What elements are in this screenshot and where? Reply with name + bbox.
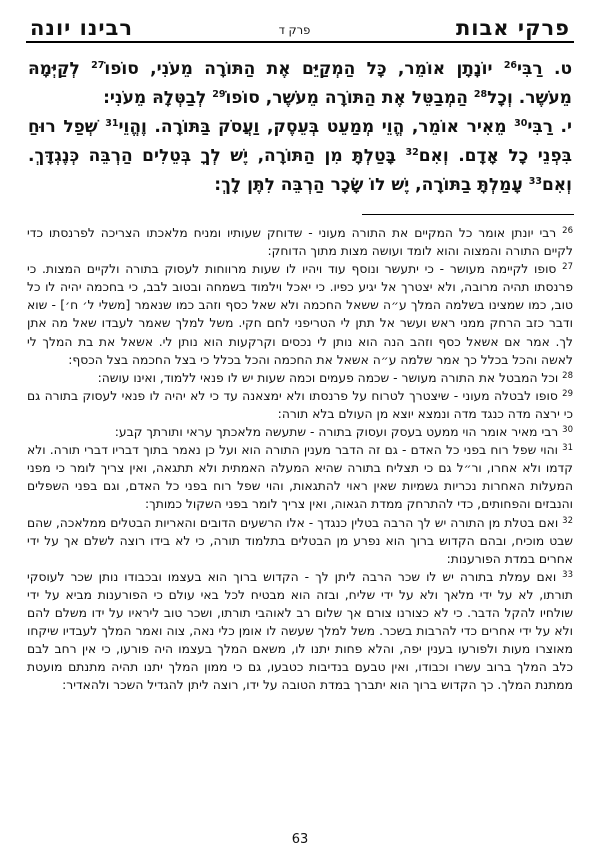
mishnah-paragraph: י. רַבִּי$^{30}$ מֵאִיר אוֹמֵר, הֱוֵי מְמַעֵט בְּעֵסֶק, וַעֲסֹק בַּתּוֹרָה. וֶהֱוֵי$^{31}$ שְׁפַל רוּחַ בִּפְנֵי כָל אָדָם. וְאִם$^{32}$ בָּטַלְתָּ מִן הַתּוֹרָה, יֶשׁ לְךָ בְּטֵלִים הַרְבֵּה כְּנֶגְדָּךְ. וְאִם$^{33}$ עָמַלְתָּ בַתּוֹרָה, יֶשׁ לוֹ שָׂכָר הַרְבֵּה לִתֶּן לָךְ:	[28, 117, 573, 195]
commentary-note: $^{31}$ והוי שפל רוח בפני כל האדם - גם זה הדבר מענין התורה הוא ועל כן נאמר בתוך דבריו דברי תורה. ולא קדמו ולא אחרו, ור״ל גם כי תצליח בתורה שהיא המעלה האמתית ולא תתגאה, ואין צריך לומר כי מפני המעלות האחרות נכריות גשמיות שאין ראוי להתגאות, והוי שפל רוח בפני כל האדם, וגם בפני השפלים והנבזים והפחותים, כדי להתרחק ממדת הגאוה, ואין צריך לומר בפני השקול כמותך:	[27, 443, 573, 512]
footnote-ref: 31	[105, 118, 119, 129]
commentary-note: $^{29}$ סופו לבטלה מעוני - שיצטרך לטרוח על פרנסתו ולא ימצאנה עד כי לא יהיה לו פנאי לעסוק בתורה גם כי ירצה מדה כנגד מדה ונמצא יוצא מן העולם בלא תורה:	[27, 388, 573, 421]
mishnah-paragraph: ט. רַבִּי$^{26}$ יוֹנָתָן אוֹמֵר, כָּל הַמְקַיֵּם אֶת הַתּוֹרָה מֵעֹנִי, סוֹפוֹ$^{27}$ לְקַיְּמָהּ מֵעֹשֶׁר. וְכָל$^{28}$ הַמְבַטֵּל אֶת הַתּוֹרָה מֵעֹשֶׁר, סוֹפוֹ$^{29}$ לְבַטְּלָהּ מֵעֹנִי:	[28, 59, 573, 108]
footnote-number: 32	[562, 515, 573, 526]
commentary-note: $^{33}$ ואם עמלת בתורה יש לו שכר הרבה ליתן לך - הקדוש ברוך הוא בעצמו ובכבודו נותן שכר לעוסקי תורתו, לא על ידי מלאך ולא על ידי שליח, ובזה הוא מבטיח לכל באי עולם כי הפורענות מביא על ידי שולחיו להקל הדבר. כי לא כצורנו צורם אך שלום רב לאוהבי תורתו, ושכר טוב ליראיו על ידו משלם להם ולא על ידי אחרים כדי להרבות בשכר. משל למלך שעשה לו אומן כלי נאה, צוה ואמר המלך לעבדיו שיקחו מאוצרו מעות ולפורעו בענין יפה, והלא פחות יתנו לו, משאם המלך בעצמו היה פורעו, כי אין רחב לבם כלב המלך ברוב עשרו וכבודו, ואין טבעם בנדיבות כטבעו, גם כי ממון המלך יתנו תהיה מתנתם מועטת ממתנת המלך. כך הקדוש ברוך הוא יתברך במדת הטובה על ידו, רוצה ליתן להגדיל השכר ולהאדיר:	[27, 569, 573, 693]
mishnah-text-block	[26, 43, 574, 200]
footnote-ref: 27	[91, 60, 105, 71]
commentary-title: רבינו יונה	[30, 16, 134, 40]
section-divider	[362, 214, 574, 215]
work-title: פרקי אבות	[455, 16, 570, 40]
footnote-ref: 29	[212, 89, 226, 100]
footnote-number: 28	[562, 370, 573, 381]
footnote-ref: 26	[503, 60, 518, 71]
footnote-ref: 28	[473, 89, 488, 100]
footnote-number: 26	[562, 226, 573, 236]
commentary-note: $^{28}$ וכל המבטל את התורה מעושר - שכמה פעמים וכמה שעות יש לו פנאי ללמוד, ואינו עושה:	[97, 370, 573, 385]
page-header	[26, 16, 574, 43]
commentary-note: $^{32}$ ואם בטלת מן התורה יש לך הרבה בטלין כנגדך - אלו הרשעים הדובים והאריות הבטלים ממלאכה, שהם שבט מוכיח, ובהם הקדוש ברוך הוא נפרע מן הבטלים בתלמוד תורה, כי לא בידו רוצה לשלם אך על ידי אחרים במדת הפורענות:	[27, 515, 573, 566]
footnote-number: 31	[562, 443, 573, 454]
footnote-ref: 30	[514, 118, 528, 129]
commentary-note: $^{26}$ רבי יונתן אומר כל המקיים את התורה מעוני - שדוחק שעותיו ומניח מלאכתו הצריכה לפרנסתו כדי לקיים התורה והמצוה והוא לומד ועושה מצות מתוך הדוחק:	[27, 226, 573, 259]
page-number: 63	[291, 832, 309, 847]
footnote-ref: 32	[405, 147, 419, 158]
footnote-number: 30	[562, 425, 573, 436]
commentary-note: $^{27}$ סופו לקיימה מעושר - כי יתעשר ונוסף עוד ויהיו לו שעות מרווחות לעסוק בתורה ולקיים המצות. כי פרנסתו תהיה מרובה, ולא יצטרך אל יגיע כפיו. כי יאכל וילמוד בשמחה ובטוב לבב, כי בחכמה יהיה לו כל טוב, כמו שמצינו בשלמה המלך ע״ה ששאל החכמה ולא שאל כסף וזהב כמו שנאמר [משלי ל׳ ח׳] - שוא ודבר כזב הרחק ממני ראש ועשר אל תתן לי הטריפני לחם חקי. משל למלך שאמר לעבדו שאל מה אתן לך. אמר אם אשאל כסף וזהב הנה הוא נותן לי נכסים וקרקעות הוא נותן לי. אשאל את בת המלך לי לאשה והכל בכלל כך אמר שלמה ע״ה אשאל את החכמה והכל בכלל כי בצל החכמה בצל הכסף:	[27, 262, 573, 367]
commentary-block	[26, 224, 574, 694]
chapter-label: פרק ד	[278, 23, 311, 37]
commentary-note: $^{30}$ רבי מאיר אומר הוי ממעט בעסק ועסוק בתורה - שתעשה מלאכתך עראי ותורתך קבע:	[114, 425, 573, 440]
footnote-number: 33	[562, 569, 573, 580]
footnote-ref: 33	[528, 176, 542, 187]
footnote-number: 29	[562, 388, 573, 399]
footnote-number: 27	[562, 262, 573, 273]
